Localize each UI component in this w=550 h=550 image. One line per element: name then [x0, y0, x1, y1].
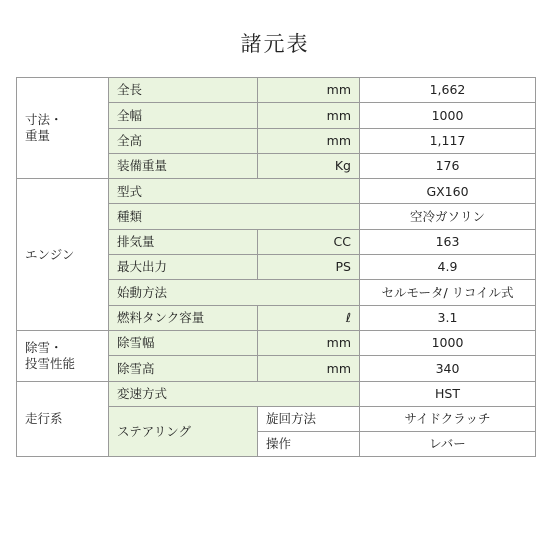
unit-label: PS [258, 255, 360, 280]
value-cell: 4.9 [360, 255, 536, 280]
value-cell: 1,662 [360, 78, 536, 103]
unit-label: mm [258, 78, 360, 103]
unit-label: Kg [258, 153, 360, 178]
category-drive: 走行系 [17, 381, 109, 457]
unit-label: mm [258, 103, 360, 128]
item-label: 全長 [109, 78, 258, 103]
category-dimensions: 寸法・ 重量 [17, 78, 109, 179]
category-engine: エンジン [17, 179, 109, 331]
table-row [17, 330, 536, 355]
value-cell: サイドクラッチ [360, 406, 536, 431]
value-cell: GX160 [360, 179, 536, 204]
sub-item-label: 操作 [258, 432, 360, 457]
unit-label: mm [258, 330, 360, 355]
value-cell: 1,117 [360, 128, 536, 153]
value-cell: 3.1 [360, 305, 536, 330]
value-cell: 163 [360, 229, 536, 254]
value-cell: 340 [360, 356, 536, 381]
unit-label: mm [258, 128, 360, 153]
item-label: 種類 [109, 204, 360, 229]
spec-table [16, 77, 536, 457]
value-cell: 1000 [360, 103, 536, 128]
table-row [17, 381, 536, 406]
category-snow-performance: 除雪・ 投雪性能 [17, 330, 109, 381]
table-row [17, 78, 536, 103]
item-label: 装備重量 [109, 153, 258, 178]
value-cell: 1000 [360, 330, 536, 355]
item-label: 変速方式 [109, 381, 360, 406]
unit-label: ℓ [258, 305, 360, 330]
item-label: 除雪幅 [109, 330, 258, 355]
item-label: 始動方法 [109, 280, 360, 305]
item-label: 型式 [109, 179, 360, 204]
item-label: 全高 [109, 128, 258, 153]
item-label: 最大出力 [109, 255, 258, 280]
item-label: 除雪高 [109, 356, 258, 381]
item-label: 燃料タンク容量 [109, 305, 258, 330]
item-label: 全幅 [109, 103, 258, 128]
unit-label: CC [258, 229, 360, 254]
value-cell: セルモータ/ リコイル式 [360, 280, 536, 305]
value-cell: 176 [360, 153, 536, 178]
value-cell: 空冷ガソリン [360, 204, 536, 229]
sub-item-label: 旋回方法 [258, 406, 360, 431]
item-label: 排気量 [109, 229, 258, 254]
value-cell: HST [360, 381, 536, 406]
page-title: 諸元表 [240, 32, 310, 56]
value-cell: レバー [360, 432, 536, 457]
unit-label: mm [258, 356, 360, 381]
item-label: ステアリング [109, 406, 258, 457]
table-row [17, 179, 536, 204]
